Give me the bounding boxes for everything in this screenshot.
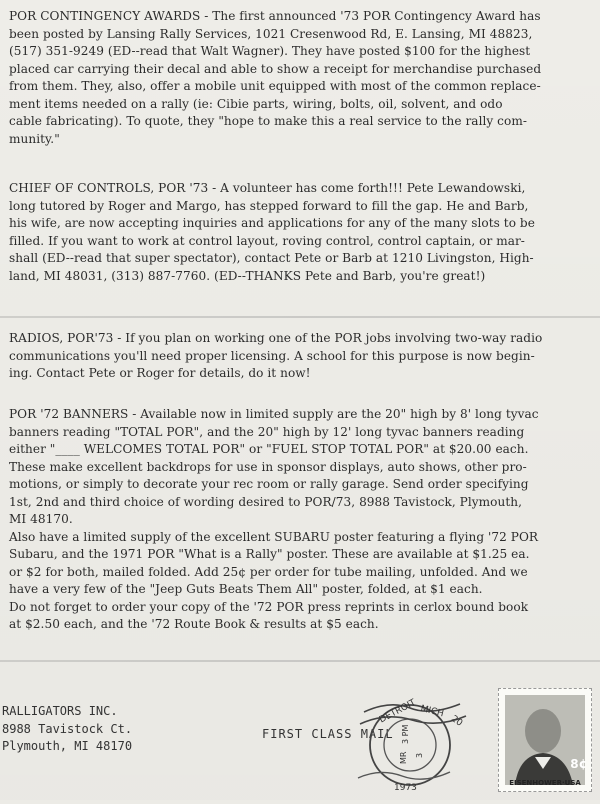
text-line: his wife, are now accepting inquiries and applications for any of the many slots to be — [9, 216, 535, 230]
postmark-time: 3 PM — [401, 724, 410, 744]
text-line: either "____ WELCOMES TOTAL POR" or "FUEL STOP TOTAL POR" at $20.00 each. — [9, 442, 529, 456]
text-line: MI 48170. — [9, 512, 73, 526]
postmark-city: DETROIT — [377, 697, 418, 726]
fold-line — [0, 316, 600, 318]
postmark-day: 3 — [415, 752, 424, 758]
postmark — [350, 690, 500, 800]
radios-section — [9, 330, 595, 383]
text-line: munity." — [9, 131, 60, 146]
return-address-line: RALLIGATORS INC. — [2, 704, 118, 718]
text-line: POR CONTINGENCY AWARDS - The first announced '73 POR Contingency Award has — [9, 9, 541, 23]
stamp-caption: EISENHOWER·USA — [509, 779, 581, 787]
postage-stamp — [498, 688, 592, 792]
text-line: motions, or simply to decorate your rec room or rally garage. Send order specifying — [9, 477, 529, 491]
fold-line — [0, 660, 600, 662]
text-line: or $2 for both, mailed folded. Add 25¢ per order for tube mailing, unfolded. And we — [9, 564, 528, 579]
return-address-line: 8988 Tavistock Ct. — [2, 721, 133, 736]
postmark-year: 1973 — [394, 783, 417, 793]
text-line: cable fabricating). To quote, they "hope to make this a real service to the rally com- — [9, 114, 527, 128]
postmark-inner-ring — [384, 719, 436, 771]
text-line: Do not forget to order your copy of the '72 POR press reprints in cerlox bound book — [9, 599, 529, 614]
postmark-state: MICH — [419, 703, 445, 720]
text-line: POR '72 BANNERS - Available now in limited supply are the 20" high by 8' long tyvac — [9, 407, 539, 421]
text-line: RADIOS, POR'73 - If you plan on working one of the POR jobs involving two-way radio — [9, 331, 543, 345]
text-line: Also have a limited supply of the excellent SUBARU poster featuring a flying '72 POR — [9, 529, 539, 544]
text-line: communications you'll need proper licensing. A school for this purpose is now begin- — [9, 348, 535, 363]
postmark-month: MR — [399, 751, 408, 764]
text-line: ing. Contact Pete or Roger for details, do it now! — [9, 366, 311, 380]
text-line: placed car carrying their decal and able to show a receipt for merchandise purchased — [9, 61, 542, 76]
text-line: These make excellent backdrops for use in sponsor displays, auto shows, other pro- — [9, 459, 527, 474]
text-line: (517) 351-9249 (ED--read that Walt Wagner). They have posted $100 for the highest — [9, 44, 531, 58]
banners-section — [9, 406, 595, 634]
mail-class-label: FIRST CLASS MAIL — [262, 727, 394, 741]
text-line: CHIEF OF CONTROLS, POR '73 - A volunteer has come forth!!! Pete Lewandowski, — [9, 181, 526, 195]
text-line: have a very few of the "Jeep Guts Beats Them All" poster, folded, at $1 each. — [9, 582, 483, 596]
text-line: filled. If you want to work at control layout, roving control, control captain, or mar- — [9, 233, 525, 248]
chief-of-controls-section — [9, 180, 595, 285]
text-line: been posted by Lansing Rally Services, 1021 Cresenwood Rd, E. Lansing, MI 48823, — [9, 26, 533, 41]
text-line: ment items needed on a rally (ie: Cibie parts, wiring, bolts, oil, solvent, and odo — [9, 96, 503, 111]
contingency-awards-section — [9, 8, 595, 148]
text-line: 1st, 2nd and third choice of wording desired to POR/73, 8988 Tavistock, Plymouth, — [9, 494, 522, 509]
text-line: from them. They, also, offer a mobile unit equipped with most of the common replace- — [9, 79, 541, 93]
text-line: long tutored by Roger and Margo, has stepped forward to fill the gap. He and Barb, — [9, 198, 529, 213]
return-address — [2, 703, 132, 756]
stamp-portrait — [505, 695, 585, 785]
stamp-value: 8¢ — [570, 757, 587, 771]
text-line: banners reading "TOTAL POR", and the 20" high by 12' long tyvac banners reading — [9, 424, 525, 439]
text-line: at $2.50 each, and the '72 Route Book & results at $5 each. — [9, 617, 379, 631]
text-line: Subaru, and the 1971 POR "What is a Rally" poster. These are available at $1.25 ea. — [9, 547, 530, 561]
portrait-icon — [505, 695, 585, 785]
text-line: shall (ED--read that super spectator), contact Pete or Barb at 1210 Livingston, High- — [9, 251, 534, 265]
text-line: land, MI 48031, (313) 887-7760. (ED--THANKS Pete and Barb, you're great!) — [9, 268, 486, 283]
postmark-graphic — [350, 690, 500, 800]
postmark-zip: 20 — [449, 713, 465, 729]
return-address-line: Plymouth, MI 48170 — [2, 739, 133, 753]
